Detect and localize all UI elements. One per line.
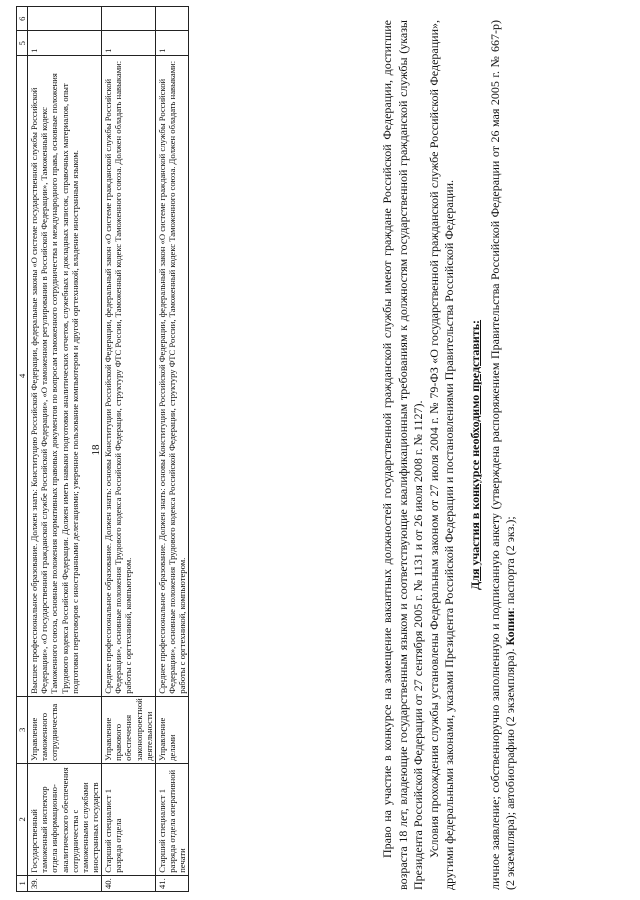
vacancy-table	[16, 6, 189, 892]
row-number: 41.	[155, 875, 188, 891]
position-title: Государственный таможенный инспектор отдела информационно-аналитического обеспечения сотрудничества с таможенными службами иностранных государств	[28, 763, 102, 875]
division-name: Управление таможенного сотрудничества	[28, 696, 102, 763]
table-row	[155, 7, 188, 892]
table-row	[28, 7, 102, 892]
column-6-cell	[102, 7, 156, 31]
column-header: 4	[17, 55, 28, 696]
column-header: 6	[17, 7, 28, 31]
division-name: Управление делами	[155, 696, 188, 763]
column-header: 3	[17, 696, 28, 763]
table-row	[102, 7, 156, 892]
copies-label: Копии	[503, 610, 518, 646]
row-number: 39.	[28, 875, 102, 891]
vacancy-count: 1	[155, 31, 188, 55]
copies-list-text: : паспорта (2 экз.);	[503, 516, 518, 611]
qualification-requirements: Среднее профессиональное образование. Должен знать: основы Конституции Российской Федерации, федеральный закон «О системе гражданской службы Российской Федерации», основные положения Трудового кодекса Российской Федерации, структуру ФТС России, Таможенный кодекс Таможенного союза. Должен обладать навыками: работы с оргтехникой, компьютером.	[155, 55, 188, 696]
division-name: Управление правового обеспечения законопроектной деятельности	[102, 696, 156, 763]
column-header: 5	[17, 31, 28, 55]
conditions-text	[380, 20, 519, 890]
documents-heading: Для участия в конкурсе необходимо представить:	[467, 319, 482, 590]
row-number: 40.	[102, 875, 156, 891]
vacancy-count: 1	[102, 31, 156, 55]
eligibility-paragraph: Право на участие в конкурсе на замещение вакантных должностей государственной гражданской службы имеют граждане Российской Федерации, достигшие возраста 18 лет, владеющие государственным языком и соответствующие квалификационным требованиям к должностям государственной гражданской службы (указы Президента Российской Федерации от 27 сентября 2005 г. № 1131 и от 26 июля 2008 г. № 1127).	[380, 20, 426, 890]
documents-list-paragraph	[488, 20, 519, 890]
vacancy-count: 1	[28, 31, 102, 55]
qualification-requirements: Среднее профессиональное образование. Должен знать: основы Конституции Российской Федерации, федеральный закон «О системе гражданской службы Российской Федерации», основные положения Трудового кодекса Российской Федерации, структуру ФТС России, Таможенный кодекс Таможенного союза. Должен обладать навыками: работы с оргтехникой, компьютером.	[102, 55, 156, 696]
page-number: 18	[90, 444, 102, 456]
column-6-cell	[28, 7, 102, 31]
column-6-cell	[155, 7, 188, 31]
table-header-row	[17, 7, 28, 892]
column-header: 1	[17, 875, 28, 891]
qualification-requirements: Высшее профессиональное образование. Должен знать: Конституцию Российской Федерации, федеральные законы «О системе государственной службы Российской Федерации», «О государственной гражданской службе Российской Федерации», «О таможенном регулировании в Российской Федерации», Таможенный кодекс Таможенного союза, основные положения нормативных правовых документов по вопросам таможенного сотрудничества и международного права, основные положения Трудового кодекса Российской Федерации. Должен иметь навыки подготовки аналитических отчетов, служебных и докладных записок, справочных материалов, опыт подготовки переговоров с иностранными делегациями; уверенное пользование компьютером и другой оргтехникой, владение иностранным языком.	[28, 55, 102, 696]
service-conditions-paragraph: Условия прохождения службы установлены Федеральным законом от 27 июля 2004 г. № 79-ФЗ «О государственной гражданской службе Российской Федерации», другими федеральными законами, указами Президента Российской Федерации и постановлениями Правительства Российской Федерации.	[426, 20, 457, 890]
column-header: 2	[17, 763, 28, 875]
position-title: Старший специалист 1 разряда отдела	[102, 763, 156, 875]
documents-list-text: личное заявление; собственноручно заполненную и подписанную анкету (утверждена распоряжением Правительства Российской Федерации от 26 мая 2005 г. № 667-р) (2 экземпляра); автобиографию (2 экземпляра).	[487, 20, 518, 890]
position-title: Старший специалист 1 разряда отдела оперативной печати	[155, 763, 188, 875]
